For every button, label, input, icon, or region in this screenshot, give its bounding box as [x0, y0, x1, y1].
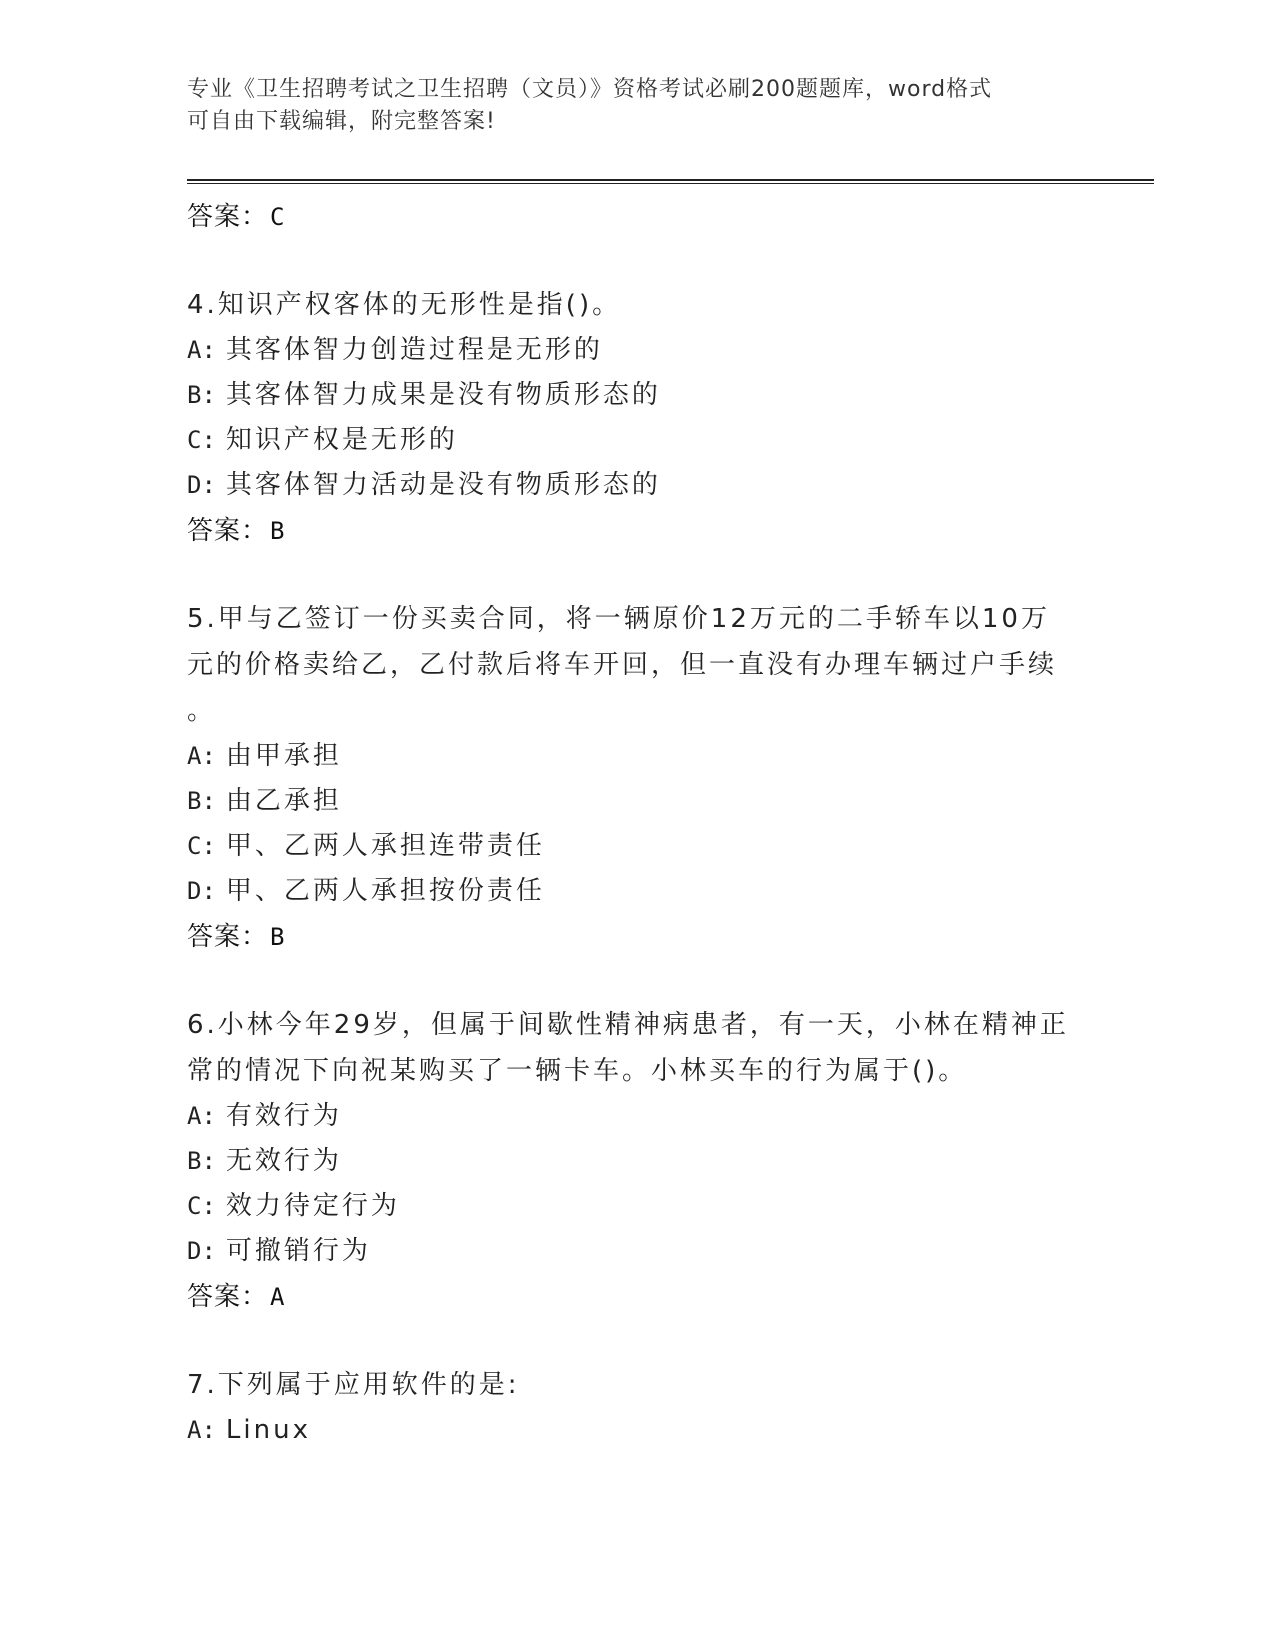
answer-value: B — [270, 923, 286, 951]
question-4 — [187, 282, 1087, 554]
option-letter: A: — [187, 1102, 216, 1130]
question-stem: 6.小林今年29岁，但属于间歇性精神病患者，有一天，小林在精神正 — [187, 1010, 1069, 1040]
option-letter: C: — [187, 426, 216, 454]
option-letter: B: — [187, 787, 216, 815]
option-text: 无效行为 — [225, 1146, 342, 1176]
question-stem: 元的价格卖给乙，乙付款后将车开回，但一直没有办理车辆过户手续 — [187, 650, 1058, 680]
option-b — [187, 373, 1087, 418]
option-text: Linux — [225, 1415, 311, 1445]
question-stem: 。 — [187, 696, 217, 726]
header-divider-thick — [187, 179, 1154, 181]
answer-label: 答案： — [187, 922, 269, 952]
answer-label: 答案： — [187, 516, 269, 546]
option-letter: A: — [187, 1416, 216, 1444]
option-d — [187, 1229, 1087, 1274]
answer-line — [187, 194, 1087, 240]
document-body — [187, 190, 1087, 1453]
answer-value: B — [270, 517, 286, 545]
option-d — [187, 463, 1087, 508]
question-5 — [187, 596, 1087, 960]
document-header — [187, 74, 1067, 138]
header-line-2: 可自由下载编辑，附完整答案! — [187, 109, 496, 134]
option-letter: D: — [187, 1237, 216, 1265]
option-a — [187, 1094, 1087, 1139]
option-c — [187, 824, 1087, 869]
option-b — [187, 779, 1087, 824]
answer-line — [187, 508, 1087, 554]
answer-line — [187, 1274, 1087, 1320]
question-stem: 4.知识产权客体的无形性是指()。 — [187, 290, 622, 320]
option-letter: C: — [187, 832, 216, 860]
option-letter: D: — [187, 471, 216, 499]
answer-value: A — [270, 1283, 286, 1311]
option-text: 由乙承担 — [225, 786, 342, 816]
option-c — [187, 1184, 1087, 1229]
option-letter: A: — [187, 336, 216, 364]
option-text: 甲、乙两人承担按份责任 — [225, 876, 545, 906]
question-stem: 5.甲与乙签订一份买卖合同，将一辆原价12万元的二手轿车以10万 — [187, 604, 1050, 634]
option-letter: D: — [187, 877, 216, 905]
answer-label: 答案： — [187, 202, 269, 232]
question-6 — [187, 1002, 1087, 1320]
option-text: 可撤销行为 — [225, 1236, 371, 1266]
option-letter: B: — [187, 1147, 216, 1175]
option-letter: C: — [187, 1192, 216, 1220]
header-divider-thin — [187, 183, 1154, 184]
option-letter: A: — [187, 742, 216, 770]
option-text: 其客体智力活动是没有物质形态的 — [225, 470, 661, 500]
option-text: 其客体智力创造过程是无形的 — [225, 335, 603, 365]
option-text: 由甲承担 — [225, 741, 342, 771]
option-text: 其客体智力成果是没有物质形态的 — [225, 380, 661, 410]
option-a — [187, 1408, 1087, 1453]
option-c — [187, 418, 1087, 463]
question-stem: 7.下列属于应用软件的是: — [187, 1370, 520, 1400]
answer-line — [187, 914, 1087, 960]
option-a — [187, 734, 1087, 779]
option-d — [187, 869, 1087, 914]
option-b — [187, 1139, 1087, 1184]
answer-value: C — [270, 203, 286, 231]
option-text: 效力待定行为 — [225, 1191, 400, 1221]
option-letter: B: — [187, 381, 216, 409]
option-a — [187, 328, 1087, 373]
header-line-1: 专业《卫生招聘考试之卫生招聘（文员）》资格考试必刷200题题库，word格式 — [187, 77, 993, 102]
option-text: 知识产权是无形的 — [225, 425, 458, 455]
answer-label: 答案： — [187, 1282, 269, 1312]
option-text: 甲、乙两人承担连带责任 — [225, 831, 545, 861]
question-7 — [187, 1362, 1087, 1453]
option-text: 有效行为 — [225, 1101, 342, 1131]
question-stem: 常的情况下向祝某购买了一辆卡车。小林买车的行为属于()。 — [187, 1056, 968, 1086]
